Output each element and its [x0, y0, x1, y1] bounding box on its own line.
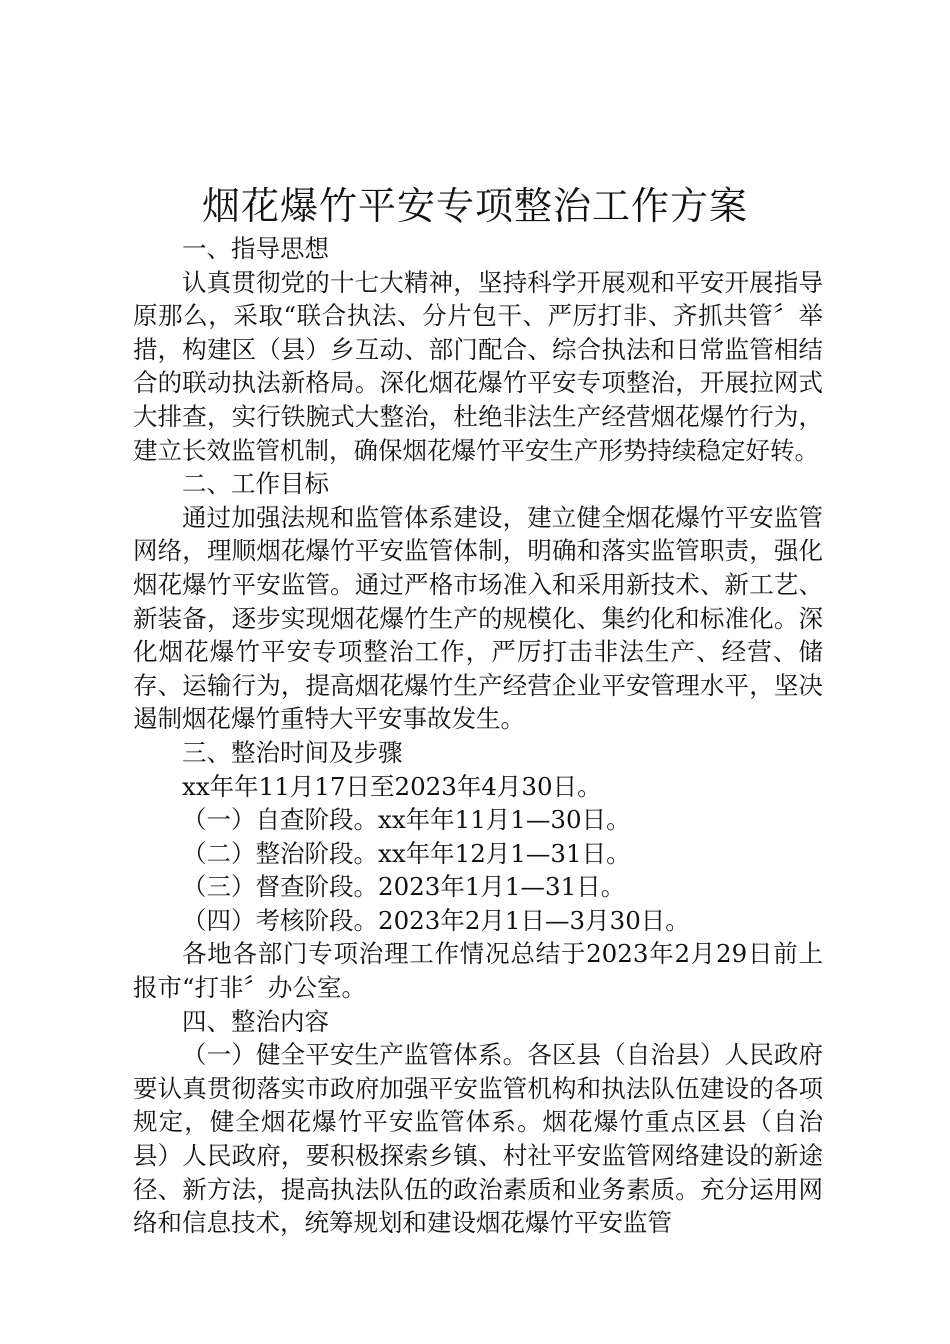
section-heading-work-goals: 二、工作目标: [182, 469, 329, 499]
paragraph-stage-assessment: （四）考核阶段。2023年2月1日—3月30日。: [182, 905, 690, 935]
section-heading-content: 四、整治内容: [182, 1006, 329, 1036]
paragraph-work-goals: 通过加强法规和监管体系建设，建立健全烟花爆竹平安监管网络，理顺烟花爆竹平安监管体制，明确和落实监管职责，强化烟花爆竹平安监管。通过严格市场准入和采用新技术、新工艺、新装备，逐步实现烟花爆竹生产的规模化、集约化和标准化。深化烟花爆竹平安专项整治工作，严厉打击非法生产、经营、储存、运输行为，提高烟花爆竹生产经营企业平安管理水平，坚决遏制烟花爆竹重特大平安事故发生。: [133, 502, 823, 734]
section-heading-guiding-ideology: 一、指导思想: [182, 234, 329, 263]
paragraph-supervision-system: （一）健全平安生产监管体系。各区县（自治县）人民政府要认真贯彻落实市政府加强平安监管机构和执法队伍建设的各项规定，健全烟花爆竹平安监管体系。烟花爆竹重点区县（自治县）人民政府，要积极探索乡镇、村社平安监管网络建设的新途径、新方法，提高执法队伍的政治素质和业务素质。充分运用网络和信息技术，统筹规划和建设烟花爆竹平安监管: [133, 1040, 823, 1238]
document-title: 烟花爆竹平安专项整治工作方案: [201, 184, 748, 228]
document-body: [133, 232, 823, 1240]
paragraph-stage-supervision: （三）督查阶段。2023年1月1—31日。: [182, 872, 626, 902]
paragraph-schedule-period: xx年年11月17日至2023年4月30日。: [182, 771, 602, 801]
paragraph-stage-self-check: （一）自查阶段。xx年年11月1—30日。: [182, 805, 631, 835]
section-heading-schedule: 三、整治时间及步骤: [182, 737, 403, 767]
paragraph-stage-rectification: （二）整治阶段。xx年年12月1—31日。: [182, 838, 631, 868]
paragraph-guiding-ideology: 认真贯彻党的十七大精神，坚持科学开展观和平安开展指导原那么，采取“联合执法、分片包干、严厉打非、齐抓共管〞举措，构建区（县）乡互动、部门配合、综合执法和日常监管相结合的联动执法新格局。深化烟花爆竹平安专项整治，开展拉网式大排查，实行铁腕式大整治，杜绝非法生产经营烟花爆竹行为，建立长效监管机制，确保烟花爆竹平安生产形势持续稳定好转。: [133, 267, 823, 465]
paragraph-report-deadline: 各地各部门专项治理工作情况总结于2023年2月29日前上报市“打非〞办公室。: [133, 939, 823, 1003]
